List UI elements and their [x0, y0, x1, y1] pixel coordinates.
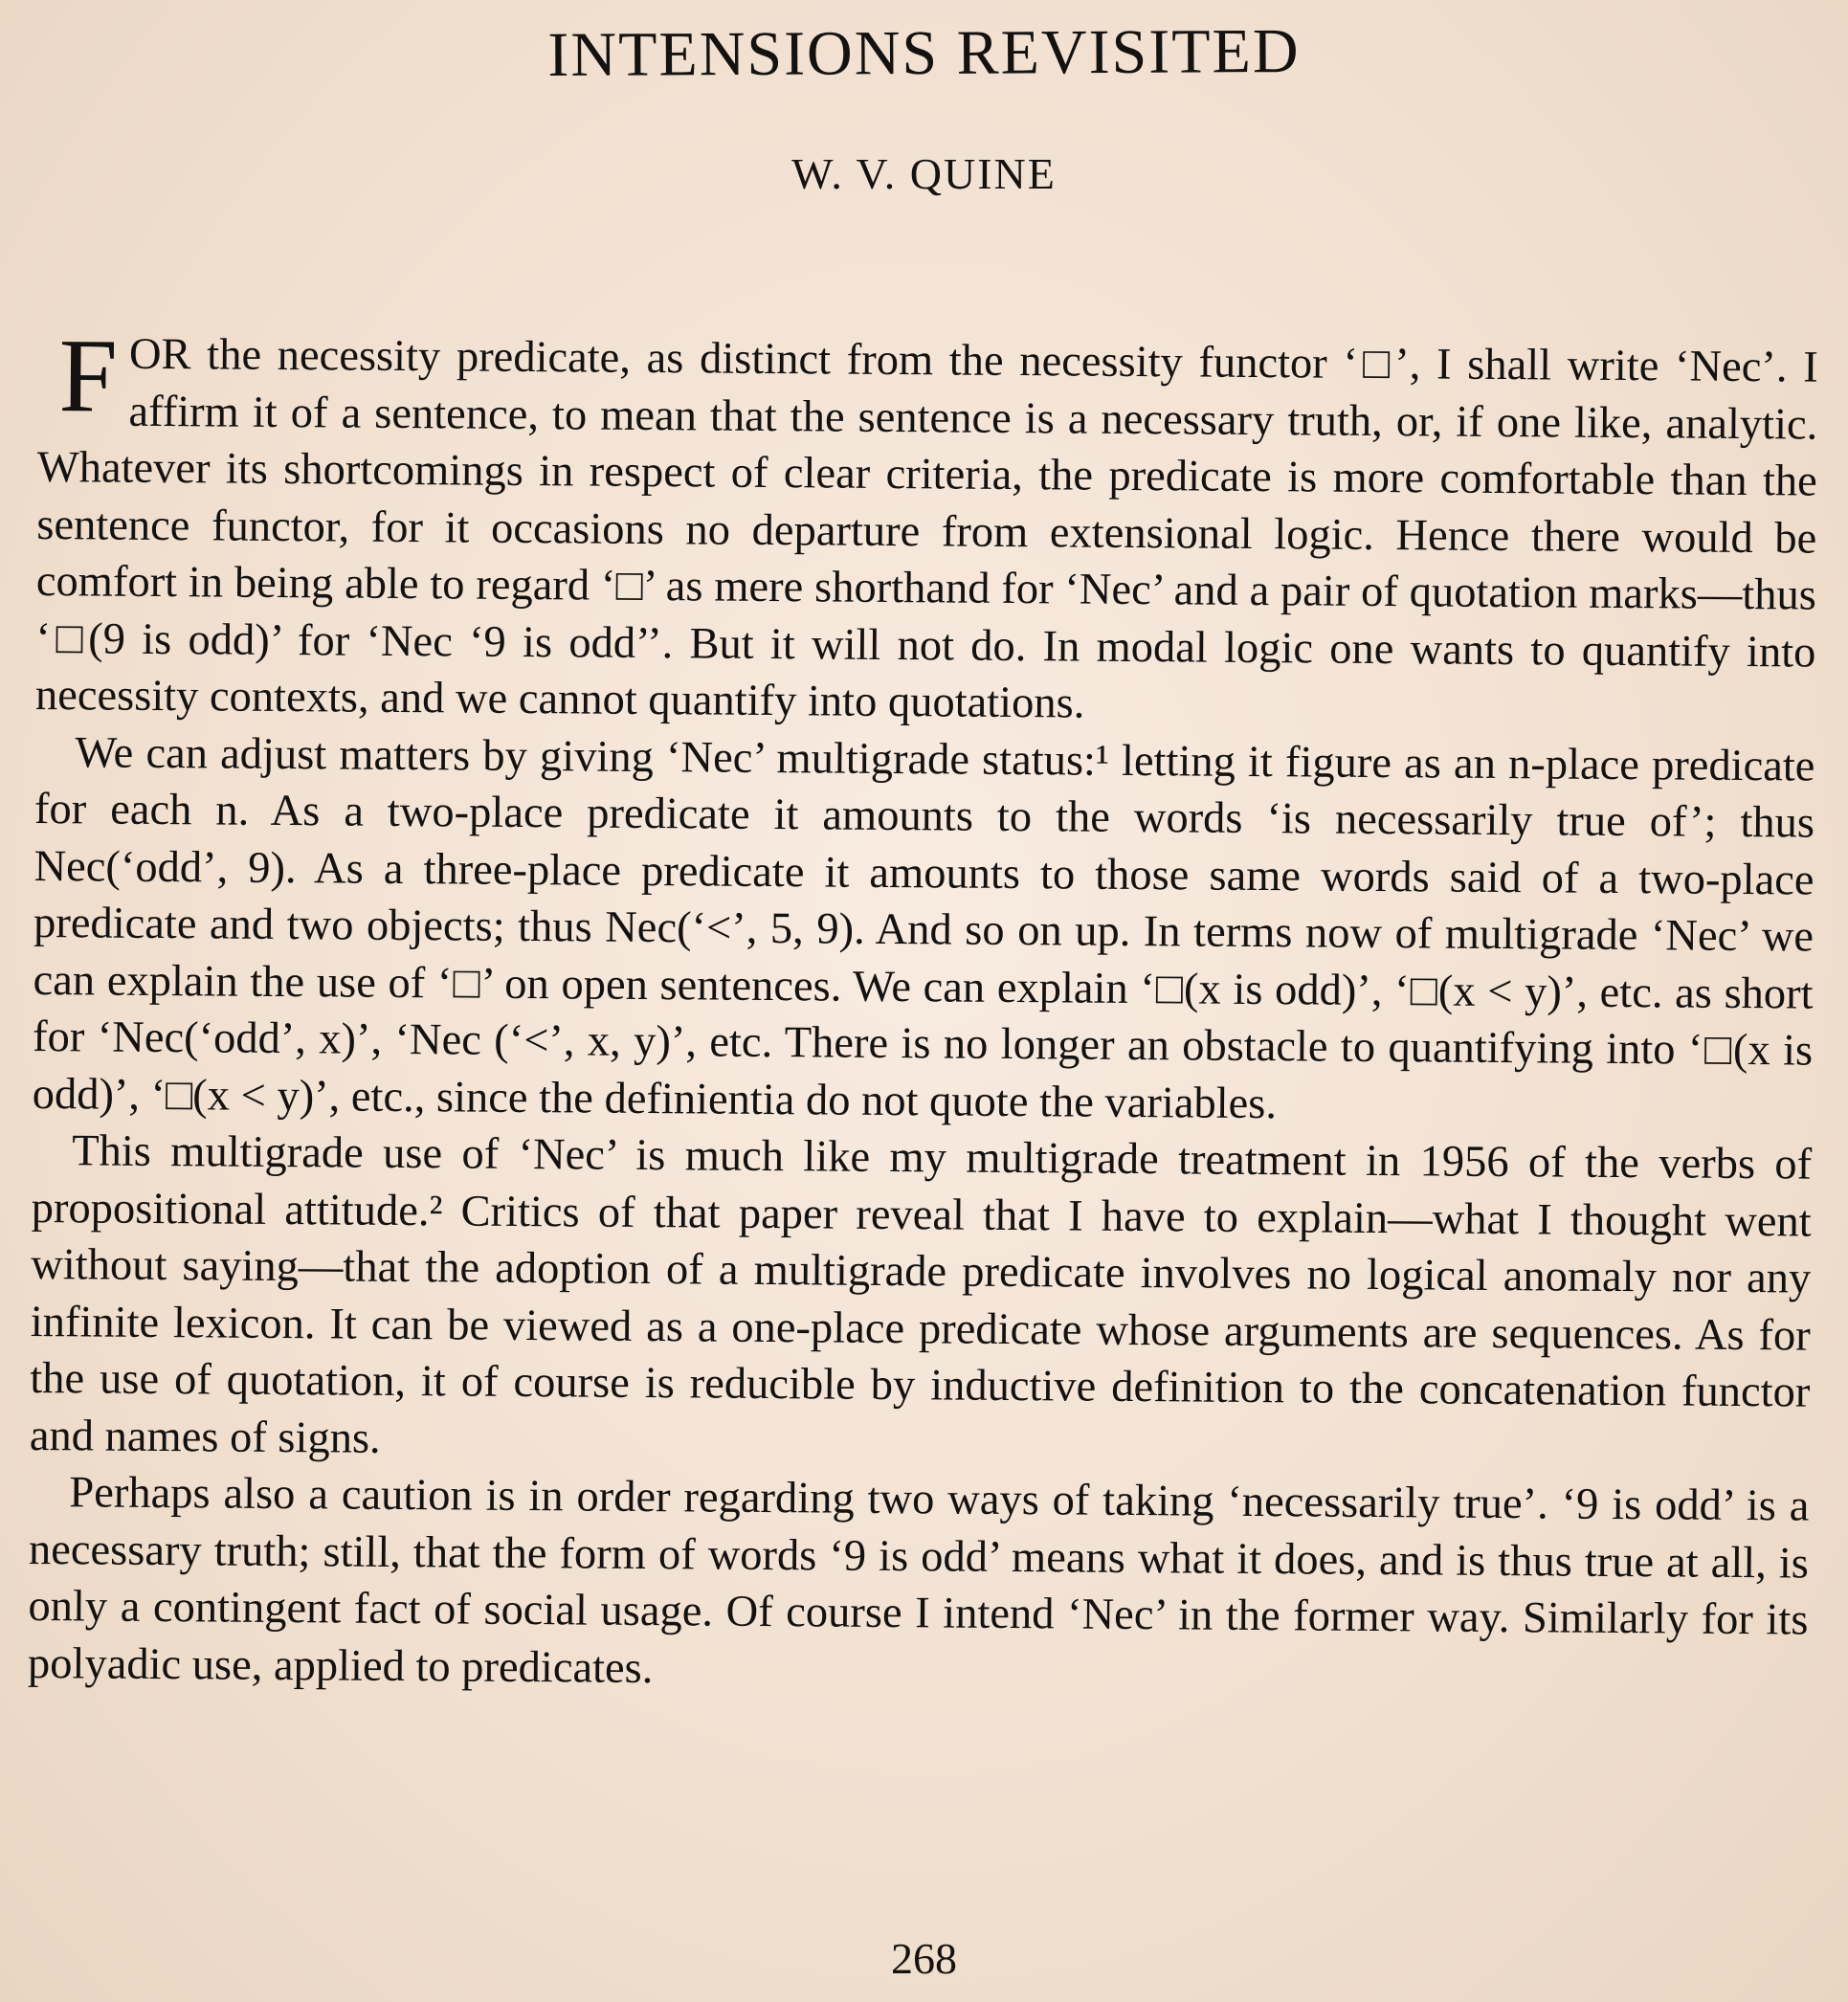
drop-cap: F — [58, 317, 119, 434]
article-title: INTENSIONS REVISITED — [547, 15, 1301, 91]
article-body — [27, 317, 1818, 1706]
article-author: W. V. QUINE — [791, 149, 1057, 198]
paragraph-1 — [34, 317, 1818, 738]
paragraph-3: This multigrade use of ‘Nec’ is much like my multigrade treatment in 1956 of the verbs of propositional attitude.² Critics of that paper reveal that I have to explain—what I thought went without saying—that the adoption of a multigrade predicate involves no logical anomaly nor any infinite lexicon. It can be viewed as a one-place predicate whose arguments are sequences. As for the use of quotation, it of course is reducible by inductive definition to the concatenation functor and names of signs. — [29, 1126, 1813, 1463]
paragraph-2: We can adjust matters by giving ‘Nec’ multigrade status:¹ letting it figure as an n-place predicate for each n. As a two-place predicate it amounts to the words ‘is necessarily true of’; thus Nec(‘odd’, 9). As a three-place predicate it amounts to those same words said of a two-place predicate and two objects; thus Nec(‘<’, 5, 9). And so on up. In terms now of multigrade ‘Nec’ we can explain the use of ‘□’ on open sentences. We can explain ‘□(x is odd)’, ‘□(x < y)’, etc. as short for ‘Nec(‘odd’, x)’, ‘Nec (‘<’, x, y)’, etc. There is no longer an obstacle to quantifying into ‘□(x is odd)’, ‘□(x < y)’, etc., since the definientia do not quote the variables. — [32, 727, 1815, 1128]
paragraph-1-text: OR the necessity predicate, as distinct from the necessity functor ‘□’, I shall write ‘Nec’. I affirm it of a sentence, to mean that the sentence is a necessary truth, or, if one like, analytic. Whatever its shortcomings in respect of clear criteria, the predicate is more comfortable than the sentence functor, for it occasions no departure from extensional logic. Hence there would be comfort in being able to regard ‘□’ as mere shorthand for ‘Nec’ and a pair of quotation marks—thus ‘□(9 is odd)’ for ‘Nec ‘9 is odd’’. But it will not do. In modal logic one wants to quantify into necessity contexts, and we cannot quantify into quotations. — [34, 329, 1818, 728]
paragraph-4: Perhaps also a caution is in order regarding two ways of taking ‘necessarily true’. ‘9 is odd’ is a necessary truth; still, that the form of words ‘9 is odd’ means what it does, and is thus true at all, is only a contingent fact of social usage. Of course I intend ‘Nec’ in the former way. Similarly for its polyadic use, applied to predicates. — [27, 1468, 1810, 1693]
page-number: 268 — [891, 1934, 957, 1983]
